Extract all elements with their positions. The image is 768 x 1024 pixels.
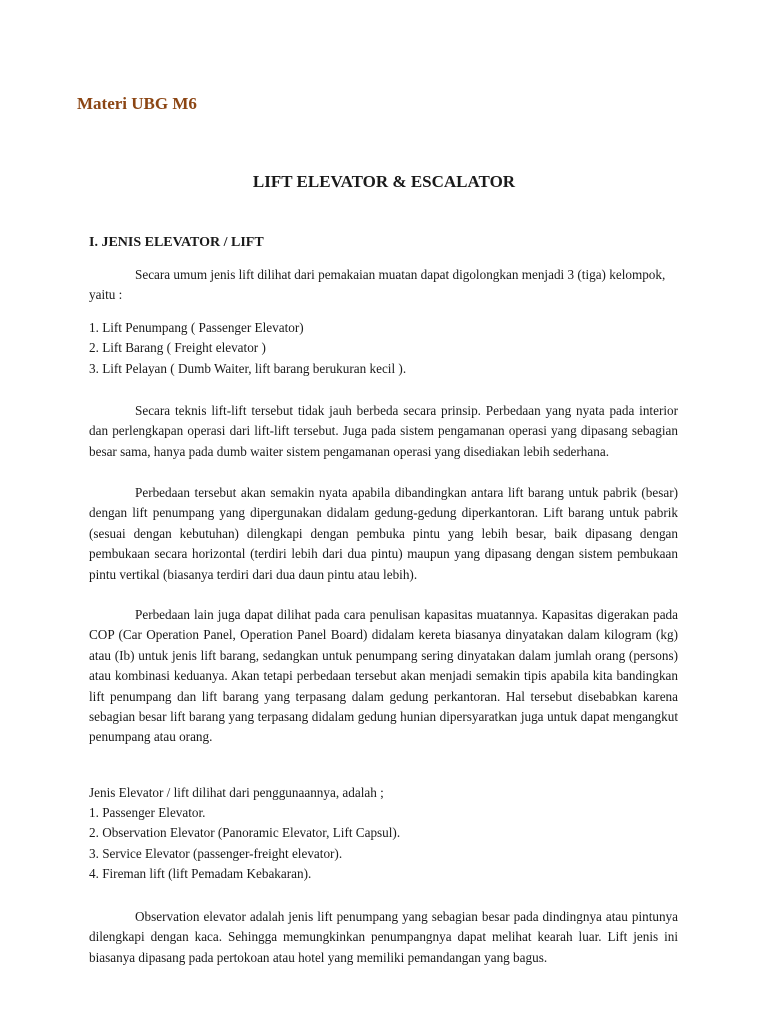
usage-intro: Jenis Elevator / lift dilihat dari penggunaannya, adalah ; (89, 785, 384, 800)
paragraph-observation: Observation elevator adalah jenis lift penumpang yang sebagian besar pada dindingnya atau pintunya dilengkapi dengan kaca. Sehingga memungkinkan penumpangnya dapat melihat kearah luar. Lift jenis ini biasanya dipasang pada pertokoan atau hotel yang memiliki pemandangan yang bagus. (89, 909, 678, 965)
usage-types-list (89, 803, 689, 885)
list-item: 2. Observation Elevator (Panoramic Elevator, Lift Capsul). (89, 825, 401, 841)
list-item: 1. Passenger Elevator. (89, 805, 206, 820)
paragraph-technical: Secara teknis lift-lift tersebut tidak jauh berbeda secara prinsip. Perbedaan yang nyata pada interior dan perlengkapan operasi dari lift-lift tersebut. Juga pada sistem pengamanan operasi yang dipasang sebagian besar sama, hanya pada dumb waiter sistem pengamanan operasi yang disediakan lebih sederhana. (89, 403, 678, 459)
paragraph-capacity: Perbedaan lain juga dapat dilihat pada cara penulisan kapasitas muatannya. Kapasitas digerakan pada COP (Car Operation Panel, Operation Panel Board) didalam kereta biasanya dinyatakan dalam kilogram (kg) atau (Ib) untuk jenis lift barang, sedangkan untuk penumpang sering dinyatakan dalam jumlah orang (persons) atau kombinasi keduanya. Akan tetapi perbedaan tersebut akan menjadi semakin tipis apabila kita bandingkan lift penumpang dan lift barang yang terpasang dalam gedung perkantoran. Hal tersebut disebabkan karena sebagian besar lift barang yang terpasang didalam gedung hunian dipersyaratkan juga untuk dapat mengangkut penumpang atau orang. (89, 607, 678, 745)
paragraph-differences: Perbedaan tersebut akan semakin nyata apabila dibandingkan antara lift barang untuk pabrik (besar) dengan lift penumpang yang dipergunakan didalam gedung-gedung diperkantoran. Lift barang untuk pabrik (sesuai dengan kebutuhan) dilengkapi dengan pembuka pintu yang lebih besar, baik dipasang dengan pembukaan secara horizontal (terdiri lebih dari dua pintu) maupun yang dipasang dengan sistem pembukaan pintu vertikal (biasanya terdiri dari dua daun pintu atau lebih). (89, 485, 678, 582)
section-heading: I. JENIS ELEVATOR / LIFT (89, 235, 264, 250)
header-title: Materi UBG M6 (77, 94, 197, 113)
list-item: 1. Lift Penumpang ( Passenger Elevator) (89, 320, 304, 335)
lift-types-list (89, 318, 689, 379)
list-item: 2. Lift Barang ( Freight elevator ) (89, 340, 266, 356)
document-title: LIFT ELEVATOR & ESCALATOR (252, 172, 516, 191)
list-item: 4. Fireman lift (lift Pemadam Kebakaran). (89, 866, 312, 882)
list-item: 3. Lift Pelayan ( Dumb Waiter, lift barang berukuran kecil ). (89, 360, 407, 376)
list-item: 3. Service Elevator (passenger-freight elevator). (89, 845, 343, 861)
intro-paragraph: Secara umum jenis lift dilihat dari pemakaian muatan dapat digolongkan menjadi 3 (tiga) kelompok, yaitu : (89, 267, 666, 303)
